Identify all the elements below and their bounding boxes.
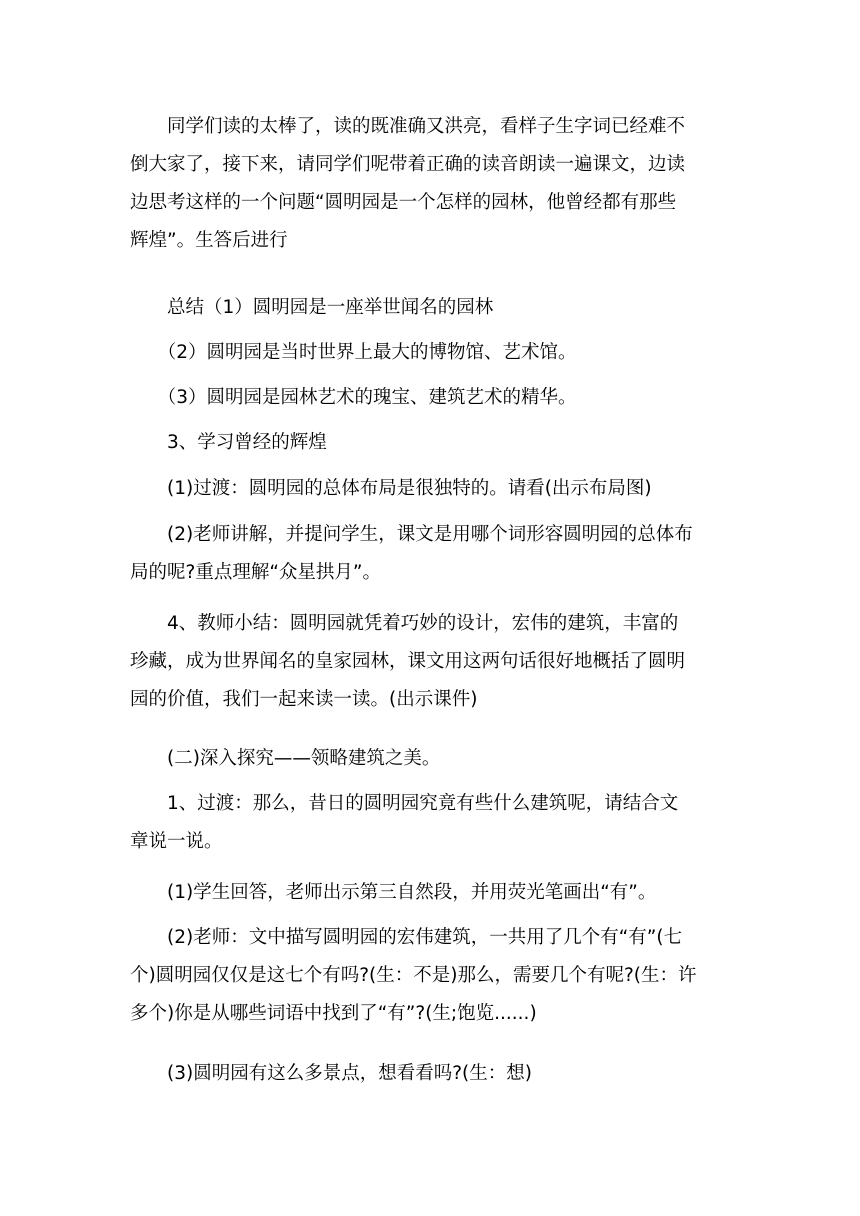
section-heading-2 [130,740,730,778]
text-line: 总结（1）圆明园是一座举世闻名的园林 [130,297,494,318]
text-line: (2)老师讲解，并提问学生，课文是用哪个词形容圆明园的总体布 [130,524,693,545]
text-line: 园的价值，我们一起来读一读。(出示课件) [130,689,478,710]
text-line: 倒大家了，接下来，请同学们呢带着正确的读音朗读一遍课文，边读 [130,154,686,175]
text-line: 多个)你是从哪些词语中找到了“有”?(生;饱览......) [130,1003,537,1024]
paragraph-transition [130,785,730,861]
text-line: 4、教师小结：圆明园就凭着巧妙的设计，宏伟的建筑，丰富的 [130,613,679,634]
section-heading [130,424,730,462]
text-line: (3)圆明园有这么多景点，想看看吗?(生：想) [130,1063,532,1084]
text-line: (2)老师：文中描写圆明园的宏伟建筑，一共用了几个有“有”(七 [130,927,683,948]
text-line: 珍藏，成为世界闻名的皇家园林，课文用这两句话很好地概括了圆明 [130,651,686,672]
paragraph-summary-1 [130,289,730,327]
text-line: （3）圆明园是园林艺术的瑰宝、建筑艺术的精华。 [130,387,577,408]
paragraph-step-1 [130,470,730,508]
text-line: 1、过渡：那么，昔日的圆明园究竟有些什么建筑呢，请结合文 [130,793,679,814]
text-line: 3、学习曾经的辉煌 [130,432,327,453]
text-line: （2）圆明园是当时世界上最大的博物馆、艺术馆。 [130,342,577,363]
paragraph-teacher-summary [130,605,730,719]
text-line: 同学们读的太棒了，读的既准确又洪亮，看样子生字词已经难不 [130,116,686,137]
text-line: 局的呢?重点理解“众星拱月”。 [130,562,381,583]
text-line: 章说一说。 [130,831,223,852]
paragraph-answer-3 [130,1055,730,1093]
text-line: 边思考这样的一个问题“圆明园是一个怎样的园林，他曾经都有那些 [130,192,677,213]
text-line: 个)圆明园仅仅是这七个有吗?(生：不是)那么，需要几个有呢?(生：许 [130,965,697,986]
text-line: (1)过渡：圆明园的总体布局是很独特的。请看(出示布局图) [130,478,652,499]
text-line: (1)学生回答，老师出示第三自然段，并用荧光笔画出“有”。 [130,882,657,903]
text-line: 辉煌”。生答后进行 [130,230,288,251]
paragraph-summary-3 [130,379,730,417]
paragraph-answer-1 [130,874,730,912]
paragraph-summary-2 [130,334,730,372]
text-line: (二)深入探究——领略建筑之美。 [130,748,441,769]
paragraph-answer-2 [130,919,730,1033]
paragraph-step-2 [130,516,730,592]
paragraph-intro [130,108,730,260]
